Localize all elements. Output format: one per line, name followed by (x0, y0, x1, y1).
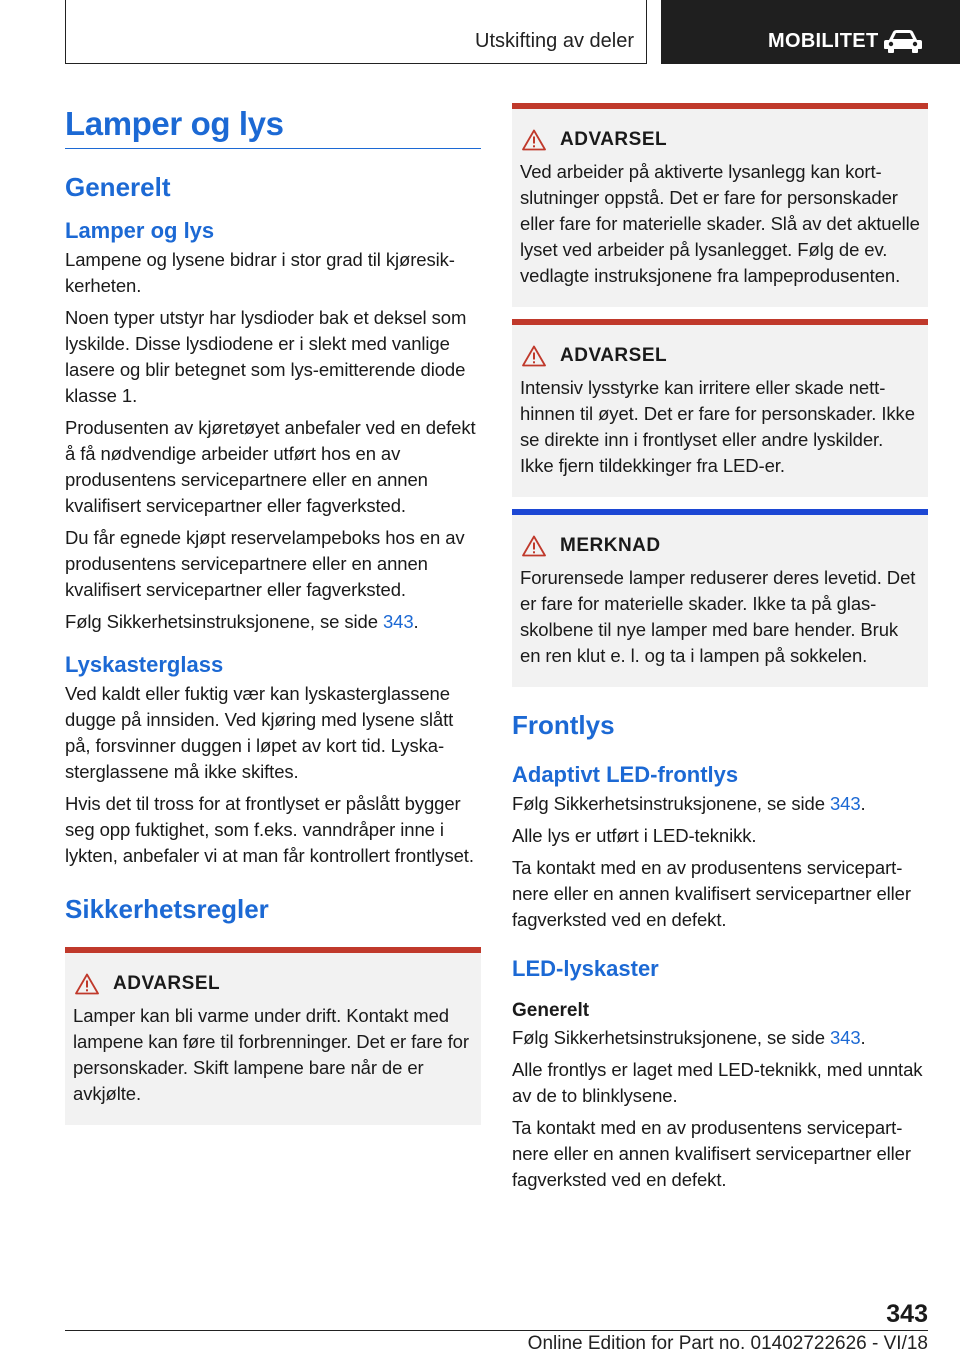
page-link-343[interactable]: 343 (382, 611, 414, 632)
header-chapter-label: MOBILITET (768, 30, 879, 52)
page-link-343[interactable]: 343 (829, 793, 861, 814)
paragraph-safety-ref: Følg Sikkerhetsinstruksjonene, se side 343. (512, 1027, 866, 1048)
warning-title: ADVARSEL (113, 973, 221, 994)
heading-sikkerhetsregler: Sikkerhetsregler (65, 894, 269, 924)
paragraph: Ta kontakt med en av produsentens servicepartnere eller en annen kvalifisert servicepartner eller fagverksted ved en defekt. (512, 1117, 911, 1190)
heading-led-lyskaster: LED-lyskaster (512, 956, 659, 981)
heading-generelt: Generelt (65, 172, 171, 202)
paragraph: Hvis det til tross for at frontlyset er påslått bygger seg opp fuktighet, som f.eks. vanndråper inne i lykten, anbefaler vi at man får kontrollert frontlyset. (65, 793, 474, 866)
warning-title: ADVARSEL (560, 345, 668, 366)
warning-triangle-icon (75, 973, 99, 995)
warning-triangle-icon (522, 129, 546, 151)
paragraph: Ved kaldt eller fuktig vær kan lyskasterglassene dugge på innsiden. Ved kjøring med lysene slått på, forsvinner duggen i løpet av kort tid. Lyskasterglassene må ikke skiftes. (65, 683, 454, 782)
warning-box (512, 103, 928, 307)
footer-divider (65, 1330, 928, 1331)
page-link-343[interactable]: 343 (829, 1027, 861, 1048)
heading-lamper-og-lys: Lamper og lys (65, 218, 215, 243)
heading-adaptivt-led-frontlys: Adaptivt LED-frontlys (512, 762, 739, 787)
warning-title: ADVARSEL (560, 129, 668, 150)
footer-edition: Online Edition for Part no. 01402722626 - VI/18 (527, 1333, 928, 1354)
warning-triangle-icon (522, 345, 546, 367)
header-section-box (65, 0, 647, 64)
paragraph: Alle frontlys er laget med LED-teknikk, med unntak av de to blinklysene. (512, 1059, 923, 1106)
note-box (512, 509, 928, 687)
left-column (65, 100, 481, 1125)
paragraph: Produsenten av kjøretøyet anbefaler ved en defekt å få nødvendige arbeider utført hos en av produsentens servicepartnere eller en annen kvalifisert servicepartner eller fagverksted. (65, 417, 476, 516)
subheading-generelt: Generelt (512, 1000, 590, 1021)
note-text: Forurensede lamper reduserer deres levetid. Det er fare for materielle skader. Ikke ta på glasskolbene til nye lamper med bare hender. Bruk en ren klut e. l. og ta i lampen på sokkelen. (520, 567, 916, 666)
header-chapter-tab[interactable] (661, 0, 960, 64)
warning-box (512, 319, 928, 497)
paragraph-safety-ref: Følg Sikkerhetsinstruksjonene, se side 343. (512, 793, 866, 814)
right-column (512, 103, 928, 1193)
warning-text: Lamper kan bli varme under drift. Kontakt med lampene kan føre til forbrenninger. Det er fare for personskader. Skift lampene bare når de er avkjølte. (73, 1005, 469, 1104)
warning-text: Ved arbeider på aktiverte lysanlegg kan kortslutninger oppstå. Det er fare for personskader eller fare for materielle skader. Slå av det aktuelle lyset ved arbeider på lysanlegget. Følg de ev. vedlagte instruksjonene fra lampeprodusenten. (520, 161, 920, 286)
note-title: MERKNAD (560, 535, 661, 556)
warning-text: Intensiv lysstyrke kan irritere eller skade netthinnen til øyet. Det er fare for personskader. Ikke se direkte inn i frontlyset eller andre lyskilder. Ikke fjern tildekkinger fra LED-er. (520, 377, 915, 476)
paragraph: Du får egnede kjøpt reservelampeboks hos en av produsentens servicepartnere eller en annen kvalifisert servicepartner eller fagverksted. (65, 527, 465, 600)
page-title: Lamper og lys (65, 104, 481, 149)
warning-triangle-icon (522, 535, 546, 557)
paragraph: Alle lys er utført i LED-teknikk. (512, 825, 757, 846)
heading-frontlys: Frontlys (512, 710, 615, 740)
car-icon (883, 28, 923, 54)
paragraph: Noen typer utstyr har lysdioder bak et deksel som lyskilde. Disse lysdiodene er i slekt med vanlige lasere og blir betegnet som lys-emitterende diode klasse 1. (65, 307, 467, 406)
paragraph: Ta kontakt med en av produsentens servicepartnere eller en annen kvalifisert servicepartner eller fagverksted ved en defekt. (512, 857, 911, 930)
paragraph: Lampene og lysene bidrar i stor grad til kjøresikkerheten. (65, 249, 455, 296)
heading-lyskasterglass: Lyskasterglass (65, 652, 224, 677)
paragraph-safety-ref: Følg Sikkerhetsinstruksjonene, se side 343. (65, 611, 419, 632)
header-section-title: Utskifting av deler (475, 30, 634, 52)
warning-box (65, 947, 481, 1125)
page-number: 343 (886, 1300, 928, 1328)
